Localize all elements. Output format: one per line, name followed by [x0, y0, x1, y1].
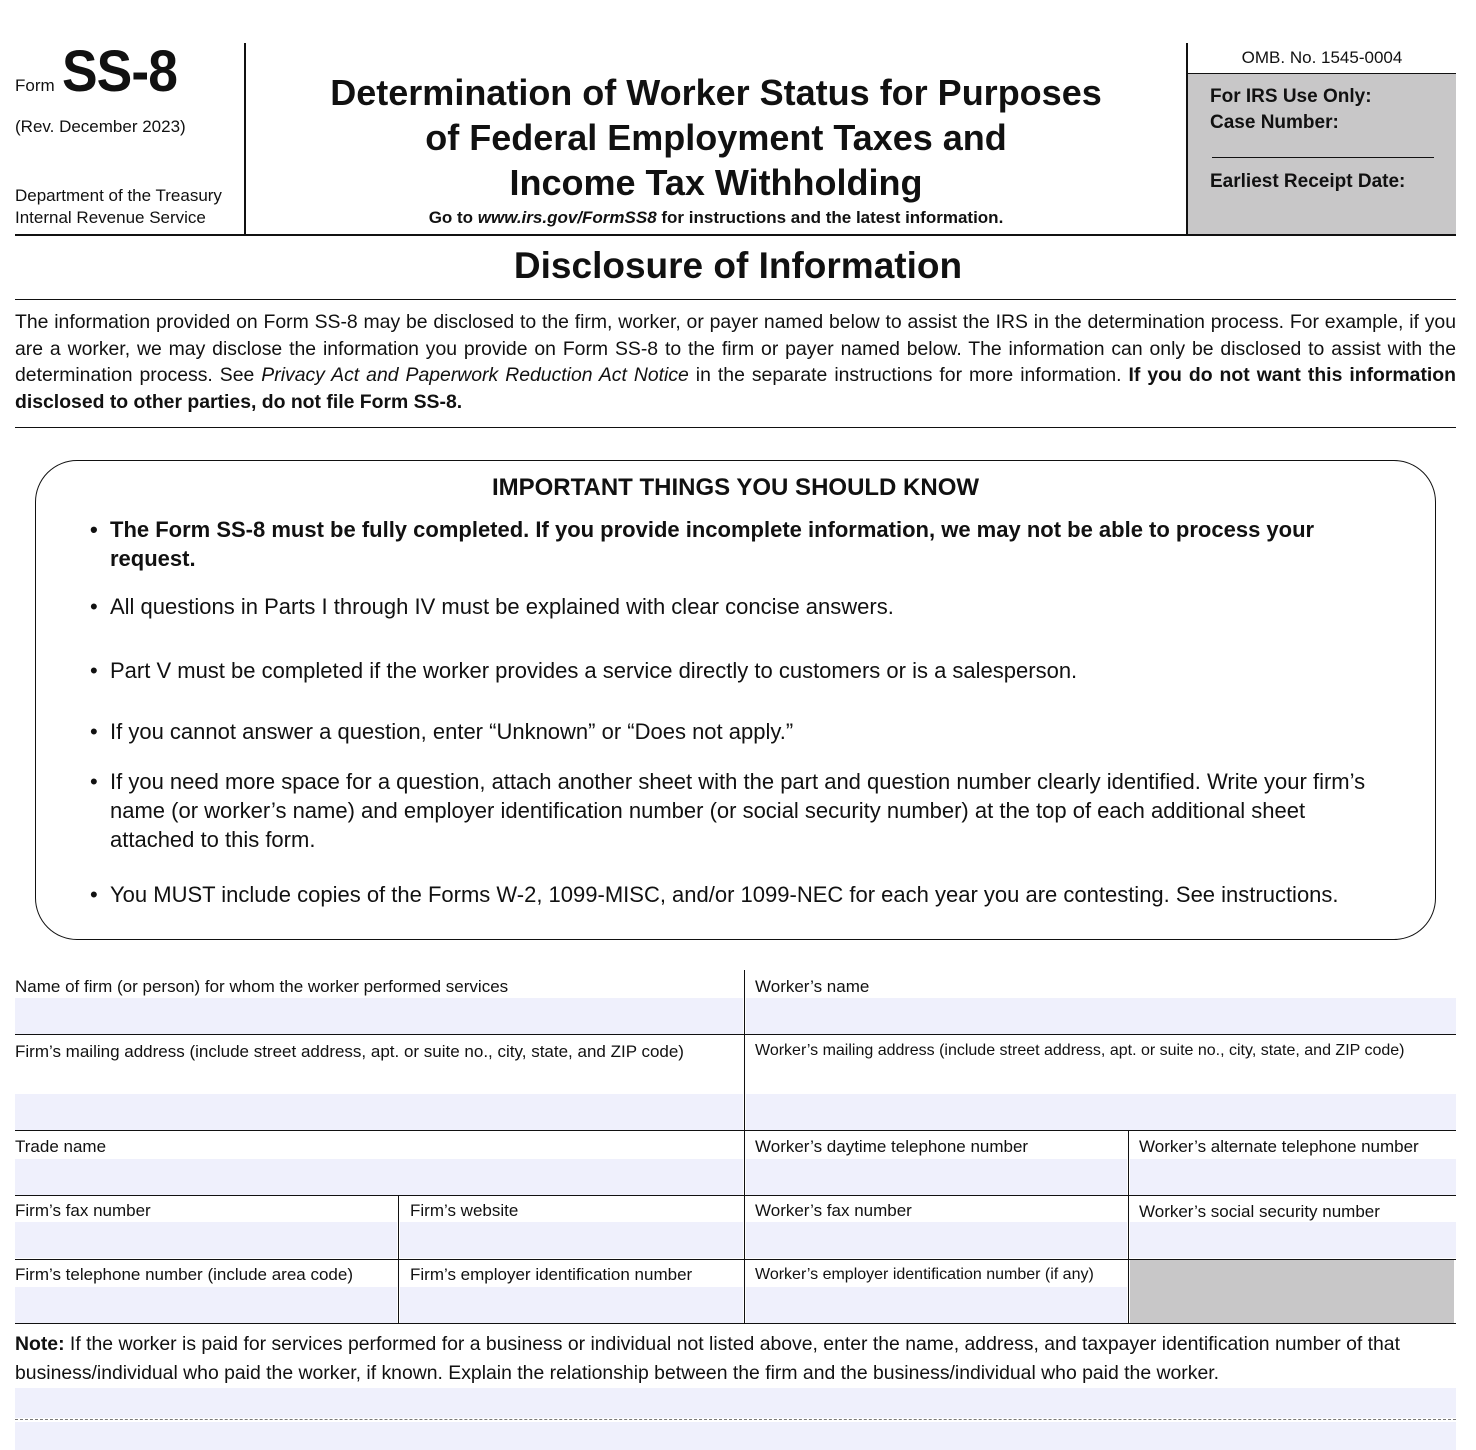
grid-divider: [1128, 1131, 1129, 1324]
bullet-text: Part V must be completed if the worker provides a service directly to customers or is a salesperson.: [110, 658, 1078, 683]
revision-date: (Rev. December 2023): [15, 117, 186, 136]
note-answer-field[interactable]: [15, 1388, 1456, 1418]
worker-address-field[interactable]: [746, 1094, 1456, 1130]
grid-divider: [15, 1195, 1456, 1196]
case-number-label: Case Number:: [1210, 112, 1339, 133]
worker-ssn-field[interactable]: [1130, 1222, 1456, 1258]
grid-divider: [15, 1323, 1456, 1324]
bullet-dot: •: [90, 882, 98, 907]
firm-phone-label: Firm’s telephone number (include area code): [15, 1265, 353, 1284]
bullet-dot: •: [90, 658, 98, 683]
important-bullet: [90, 515, 1390, 573]
bullet-text: You MUST include copies of the Forms W-2, 1099-MISC, and/or 1099-NEC for each year you are contesting. See instructions.: [110, 882, 1339, 907]
important-bullet: [90, 880, 1390, 909]
privacy-act-reference: Privacy Act and Paperwork Reduction Act Notice: [261, 364, 689, 386]
firm-address-field[interactable]: [15, 1094, 743, 1130]
department-line-2: Internal Revenue Service: [15, 208, 206, 227]
worker-fax-label: Worker’s fax number: [755, 1201, 912, 1220]
goto-suffix: for instructions and the latest information.: [656, 208, 1004, 227]
worker-ein-label: Worker’s employer identification number (if any): [755, 1266, 1094, 1283]
firm-ein-label: Firm’s employer identification number: [410, 1265, 693, 1284]
bullet-text: If you need more space for a question, attach another sheet with the part and question number clearly identified. Write your firm’s name (or worker’s name) and employer identification number (or social security number) at the top of each additional sheet attached to this form.: [110, 769, 1366, 852]
irs-shaded-cell: [1130, 1260, 1454, 1323]
firm-fax-field[interactable]: [15, 1222, 397, 1258]
goto-prefix: Go to: [428, 208, 478, 227]
note-label: Note:: [15, 1333, 65, 1355]
department-line-1: Department of the Treasury: [15, 186, 222, 205]
omb-number: OMB. No. 1545-0004: [1241, 48, 1403, 67]
firm-phone-field[interactable]: [15, 1287, 397, 1323]
grid-divider: [744, 970, 745, 1324]
important-title: IMPORTANT THINGS YOU SHOULD KNOW: [491, 474, 980, 501]
firm-fax-label: Firm’s fax number: [15, 1201, 151, 1220]
disclosure-top-rule: [15, 299, 1456, 300]
bullet-dot: •: [90, 517, 98, 542]
important-bullet: [90, 656, 1390, 685]
worker-alt-phone-field[interactable]: [1130, 1159, 1456, 1195]
worker-alt-phone-label: Worker’s alternate telephone number: [1139, 1137, 1419, 1156]
firm-address-label: Firm’s mailing address (include street address, apt. or suite no., city, state, and ZIP code): [15, 1042, 684, 1061]
title-line-3: Income Tax Withholding: [509, 162, 923, 203]
firm-ein-field[interactable]: [400, 1287, 743, 1323]
grid-divider: [15, 1034, 1456, 1035]
department: [15, 185, 222, 229]
title-line-2: of Federal Employment Taxes and: [425, 117, 1007, 158]
important-bullet: [90, 592, 1390, 621]
disclosure-title: Disclosure of Information: [513, 245, 963, 286]
case-number-line: [1212, 157, 1434, 158]
grid-divider: [15, 1259, 1456, 1260]
worker-daytime-phone-field[interactable]: [746, 1159, 1127, 1195]
header-bottom-rule: [15, 234, 1456, 236]
worker-ssn-label: Worker’s social security number: [1139, 1202, 1380, 1221]
firm-website-field[interactable]: [400, 1222, 743, 1258]
disclosure-warning: If you do not want this information disclosed to other parties, do not file Form SS-8.: [15, 364, 1456, 413]
form-label: Form: [15, 76, 55, 95]
form-title: [246, 70, 1186, 205]
grid-divider: [398, 1196, 399, 1324]
disclosure-bottom-rule: [15, 427, 1456, 428]
bullet-dot: •: [90, 769, 98, 794]
bullet-dot: •: [90, 719, 98, 744]
bullet-dot: •: [90, 594, 98, 619]
earliest-receipt-label: Earliest Receipt Date:: [1210, 171, 1406, 192]
firm-name-field[interactable]: [15, 998, 743, 1034]
irs-use-only: For IRS Use Only:: [1210, 86, 1372, 107]
irs-use-label: [1210, 84, 1372, 136]
grid-divider: [15, 1130, 1456, 1131]
instructions-link[interactable]: www.irs.gov/FormSS8: [477, 208, 657, 227]
worker-fax-field[interactable]: [746, 1222, 1127, 1258]
important-bullet: [90, 767, 1390, 854]
bullet-text: The Form SS-8 must be fully completed. If you provide incomplete information, we may not be able to process your request.: [110, 517, 1315, 571]
disclosure-text-1: The information provided on Form SS-8 may be disclosed to the firm, worker, or payer named below to assist the IRS in the determination process. For example, if you are a worker, we may disclose the information you provide on Form SS-8 to the firm or payer named below. The information can only be disclosed to assist with the determination process. See: [15, 311, 1456, 386]
worker-name-field[interactable]: [746, 998, 1456, 1034]
goto-instructions: [246, 208, 1186, 228]
trade-name-field[interactable]: [15, 1159, 743, 1195]
worker-name-label: Worker’s name: [755, 977, 870, 996]
note-answer-field-2[interactable]: [15, 1422, 1456, 1450]
bullet-text: If you cannot answer a question, enter “Unknown” or “Does not apply.”: [110, 719, 794, 744]
important-bullet: [90, 717, 1390, 746]
worker-ein-field[interactable]: [746, 1287, 1127, 1323]
note-text: [15, 1330, 1456, 1388]
form-number: SS-8: [62, 39, 177, 104]
worker-address-label: Worker’s mailing address (include street address, apt. or suite no., city, state, and ZIP code): [755, 1042, 1405, 1059]
title-line-1: Determination of Worker Status for Purposes: [330, 72, 1102, 113]
firm-name-label: Name of firm (or person) for whom the worker performed services: [15, 977, 509, 996]
bullet-text: All questions in Parts I through IV must be explained with clear concise answers.: [110, 594, 894, 619]
note-body: If the worker is paid for services performed for a business or individual not listed above, enter the name, address, and taxpayer identification number of that business/individual who paid the worker, if known. Explain the relationship between the firm and the business/individual who paid the worker.: [15, 1333, 1400, 1384]
disclosure-text-2: in the separate instructions for more information.: [688, 364, 1129, 386]
trade-name-label: Trade name: [15, 1137, 107, 1156]
disclosure-text: [15, 309, 1456, 415]
firm-website-label: Firm’s website: [410, 1201, 519, 1220]
note-dashed-line: [15, 1419, 1456, 1420]
worker-daytime-phone-label: Worker’s daytime telephone number: [755, 1137, 1029, 1156]
